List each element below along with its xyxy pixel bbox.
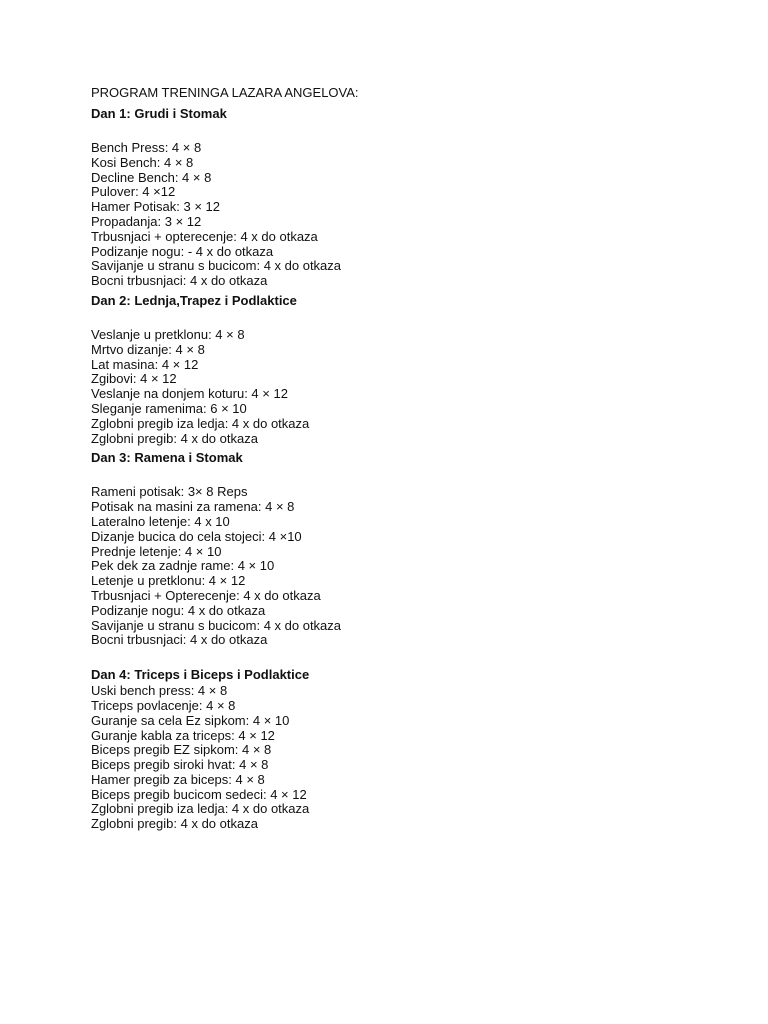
exercise-item: Lat masina: 4 × 12 bbox=[91, 356, 199, 372]
exercise-item: Decline Bench: 4 × 8 bbox=[91, 169, 212, 185]
exercise-item: Savijanje u stranu s bucicom: 4 x do otkaza bbox=[91, 617, 342, 633]
exercise-item: Guranje sa cela Ez sipkom: 4 × 10 bbox=[91, 712, 290, 728]
exercise-item: Bocni trbusnjaci: 4 x do otkaza bbox=[91, 273, 268, 289]
exercise-item: Dizanje bucica do cela stojeci: 4 ×10 bbox=[91, 528, 302, 544]
exercise-item: Biceps pregib bucicom sedeci: 4 × 12 bbox=[91, 786, 307, 802]
exercise-item: Veslanje u pretklonu: 4 × 8 bbox=[91, 326, 245, 342]
exercise-item: Rameni potisak: 3× 8 Reps bbox=[91, 484, 248, 500]
day-section-4 bbox=[91, 666, 711, 832]
exercise-list-day-4 bbox=[91, 684, 711, 832]
exercise-item: Biceps pregib EZ sipkom: 4 × 8 bbox=[91, 742, 272, 758]
exercise-item: Uski bench press: 4 × 8 bbox=[91, 683, 228, 699]
exercise-item: Zglobni pregib iza ledja: 4 x do otkaza bbox=[91, 415, 310, 431]
exercise-list-day-2 bbox=[91, 328, 711, 446]
document-page bbox=[91, 84, 711, 832]
exercise-item: Guranje kabla za triceps: 4 × 12 bbox=[91, 727, 275, 743]
exercise-item: Zgibovi: 4 × 12 bbox=[91, 371, 177, 387]
exercise-item: Pulover: 4 ×12 bbox=[91, 184, 176, 200]
day-heading-1: Dan 1: Grudi i Stomak bbox=[91, 106, 227, 121]
exercise-item: Podizanje nogu: 4 x do otkaza bbox=[91, 602, 266, 618]
exercise-item: Hamer Potisak: 3 × 12 bbox=[91, 199, 220, 215]
exercise-item: Lateralno letenje: 4 x 10 bbox=[91, 513, 230, 529]
document-title: PROGRAM TRENINGA LAZARA ANGELOVA: bbox=[91, 85, 359, 100]
exercise-item: Biceps pregib siroki hvat: 4 × 8 bbox=[91, 757, 269, 773]
exercise-list-day-3 bbox=[91, 485, 711, 648]
exercise-item: Propadanja: 3 × 12 bbox=[91, 213, 202, 229]
exercise-item: Bocni trbusnjaci: 4 x do otkaza bbox=[91, 632, 268, 648]
exercise-item: Trbusnjaci + Opterecenje: 4 x do otkaza bbox=[91, 587, 321, 603]
exercise-item: Prednje letenje: 4 × 10 bbox=[91, 543, 222, 559]
exercise-item: Podizanje nogu: - 4 x do otkaza bbox=[91, 243, 274, 259]
exercise-item: Potisak na masini za ramena: 4 × 8 bbox=[91, 499, 295, 515]
exercise-item: Veslanje na donjem koturu: 4 × 12 bbox=[91, 386, 288, 402]
exercise-item: Pek dek za zadnje rame: 4 × 10 bbox=[91, 558, 275, 574]
exercise-item: Hamer pregib za biceps: 4 × 8 bbox=[91, 771, 265, 787]
day-section-3 bbox=[91, 449, 711, 648]
day-heading-4: Dan 4: Triceps i Biceps i Podlaktice bbox=[91, 667, 310, 683]
exercise-item: Mrtvo dizanje: 4 × 8 bbox=[91, 341, 205, 357]
exercise-item: Zglobni pregib: 4 x do otkaza bbox=[91, 430, 258, 446]
day-heading-3: Dan 3: Ramena i Stomak bbox=[91, 450, 243, 466]
exercise-item: Sleganje ramenima: 6 × 10 bbox=[91, 400, 247, 416]
exercise-item: Letenje u pretklonu: 4 × 12 bbox=[91, 573, 246, 589]
exercise-item: Savijanje u stranu s bucicom: 4 x do otkaza bbox=[91, 258, 342, 274]
exercise-item: Triceps povlacenje: 4 × 8 bbox=[91, 697, 236, 713]
day-section-2 bbox=[91, 292, 711, 446]
exercise-item: Trbusnjaci + opterecenje: 4 x do otkaza bbox=[91, 228, 318, 244]
day-heading-2: Dan 2: Lednja,Trapez i Podlaktice bbox=[91, 292, 297, 308]
exercise-list-day-1 bbox=[91, 141, 711, 289]
day-section-1 bbox=[91, 105, 711, 289]
exercise-item: Zglobni pregib iza ledja: 4 x do otkaza bbox=[91, 801, 310, 817]
exercise-item: Bench Press: 4 × 8 bbox=[91, 140, 202, 155]
exercise-item: Zglobni pregib: 4 x do otkaza bbox=[91, 816, 258, 832]
exercise-item: Kosi Bench: 4 × 8 bbox=[91, 154, 194, 170]
